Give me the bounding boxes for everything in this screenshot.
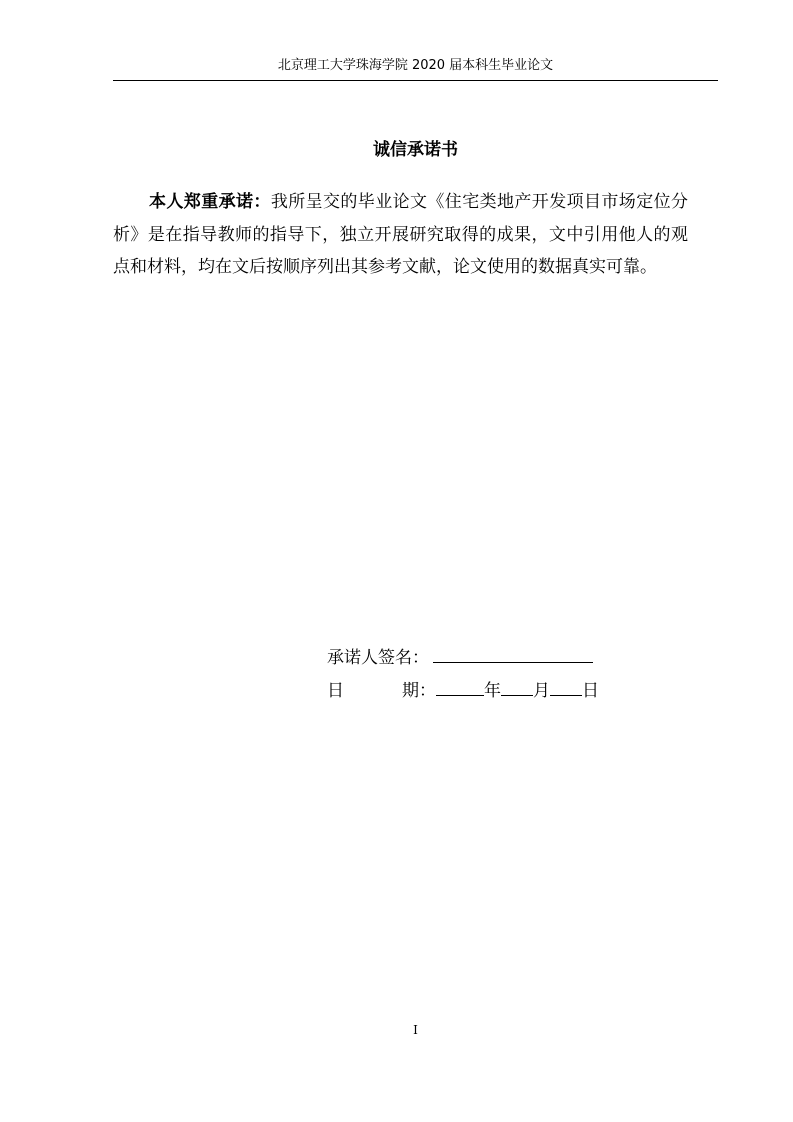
day-unit: 日	[582, 681, 599, 701]
running-header: 北京理工大学珠海学院 2020 届本科生毕业论文	[277, 58, 554, 73]
signature-line	[327, 644, 593, 671]
year-blank	[436, 677, 484, 696]
year-unit: 年	[484, 681, 501, 701]
pledge-lead: 本人郑重承诺：	[149, 192, 271, 212]
date-label-first: 日	[327, 681, 344, 701]
document-title: 诚信承诺书	[373, 140, 458, 160]
pledge-paragraph	[113, 186, 688, 284]
header-rule	[113, 80, 718, 81]
day-blank	[550, 677, 582, 696]
page-number: I	[413, 1023, 418, 1037]
date-label-second: 期：	[402, 681, 436, 701]
month-unit: 月	[533, 681, 550, 701]
signature-label: 承诺人签名：	[327, 648, 429, 668]
date-line	[327, 677, 599, 704]
pledge-body: 我所呈交的毕业论文《住宅类地产开发项目市场定位分析》是在指导教师的指导下，独立开展研究取得的成果，文中引用他人的观点和材料，均在文后按顺序列出其参考文献，论文使用的数据真实可靠。	[113, 192, 689, 277]
signature-blank	[433, 644, 593, 663]
month-blank	[501, 677, 533, 696]
